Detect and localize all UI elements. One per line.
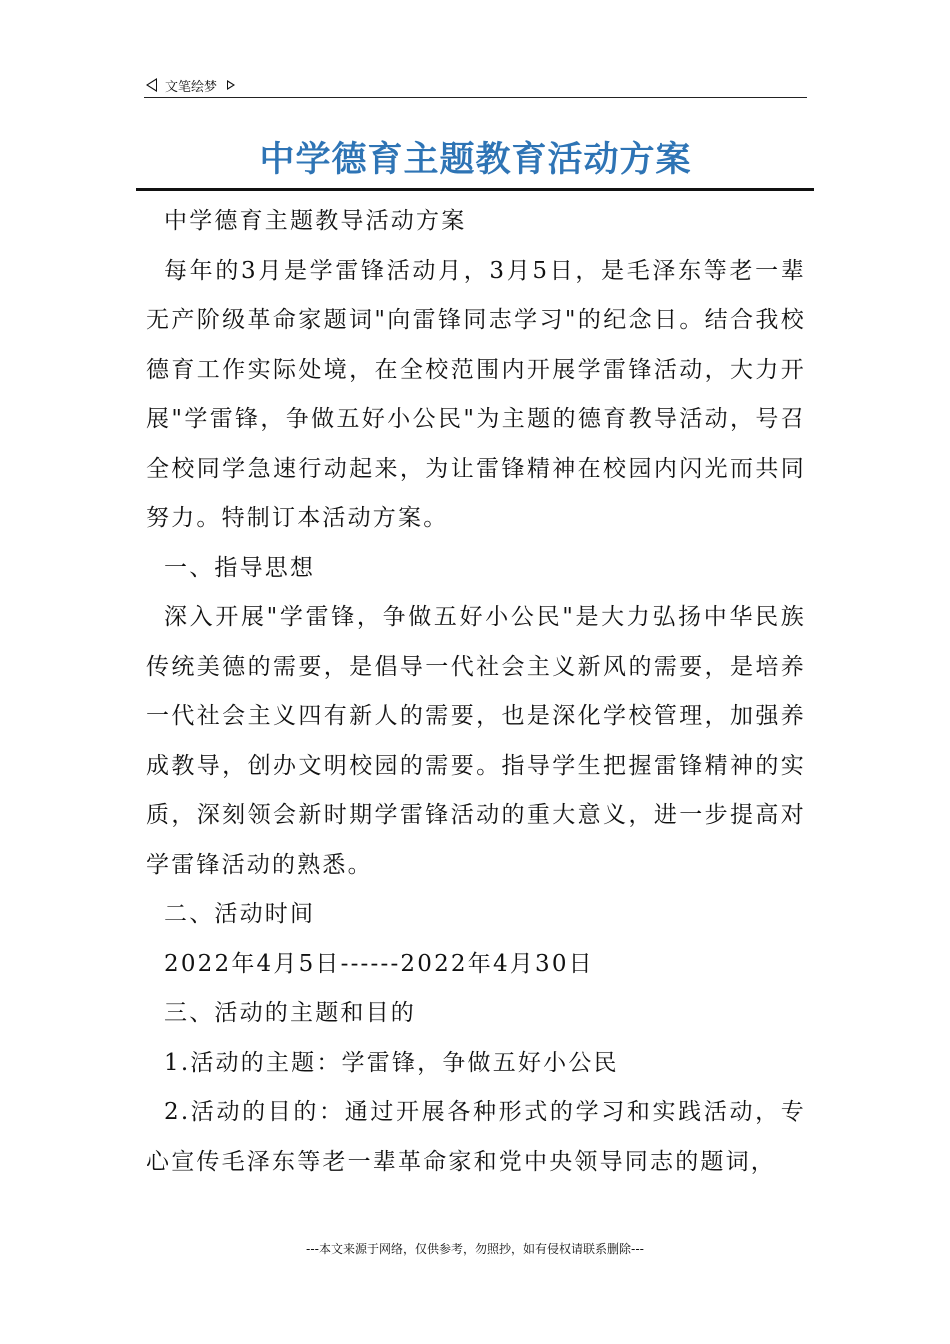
footer-notice: ---本文来源于网络，仅供参考，勿照抄，如有侵权请联系删除--- xyxy=(306,1242,644,1256)
page-header xyxy=(146,74,235,96)
header-brand: 文笔绘梦 xyxy=(165,79,218,95)
title-divider xyxy=(136,188,814,191)
section-heading: 一、指导思想 xyxy=(164,554,316,581)
document-title: 中学德育主题教育活动方案 xyxy=(259,139,692,180)
body-paragraph: 2.活动的目的：通过开展各种形式的学习和实践活动，专心宣传毛泽东等老一辈革命家和党中央领导同志的题词， xyxy=(146,1099,806,1175)
body-paragraph: 1.活动的主题：学雷锋，争做五好小公民 xyxy=(164,1049,619,1076)
body-paragraph: 中学德育主题教导活动方案 xyxy=(164,208,467,234)
document-body xyxy=(146,197,806,1187)
body-paragraph: 2022年4月5日------2022年4月30日 xyxy=(164,950,594,977)
triangle-right-icon xyxy=(227,80,235,90)
section-heading: 三、活动的主题和目的 xyxy=(164,1000,416,1026)
body-paragraph: 深入开展"学雷锋，争做五好小公民"是大力弘扬中华民族传统美德的需要，是倡导一代社会主义新风的需要，是培养一代社会主义四有新人的需要，也是深化学校管理，加强养成教导，创办文明校园的需要。指导学生把握雷锋精神的实质，深刻领会新时期学雷锋活动的重大意义，进一步提高对学雷锋活动的熟悉。 xyxy=(146,604,806,878)
body-paragraph: 每年的3月是学雷锋活动月，3月5日，是毛泽东等老一辈无产阶级革命家题词"向雷锋同志学习"的纪念日。结合我校德育工作实际处境，在全校范围内开展学雷锋活动，大力开展"学雷锋，争做五好小公民"为主题的德育教导活动，号召全校同学急速行动起来，为让雷锋精神在校园内闪光而共同努力。特制订本活动方案。 xyxy=(146,257,806,531)
section-heading: 二、活动时间 xyxy=(164,901,316,927)
header-divider xyxy=(144,97,807,98)
triangle-left-icon xyxy=(146,78,157,92)
